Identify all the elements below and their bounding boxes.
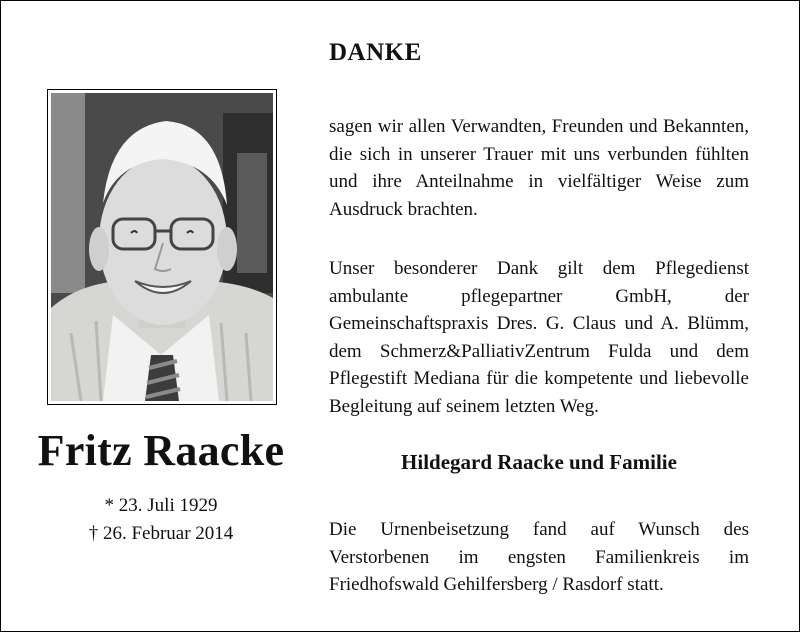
- deceased-name: Fritz Raacke: [37, 426, 285, 475]
- notice-heading: DANKE: [329, 39, 422, 66]
- thanks-paragraph: sagen wir allen Verwandten, Freunden und Bekannten, die sich in unserer Trauer mit uns verbunden fühlten und ihre Anteilnahme in vielfältiger Weise zum Ausdruck brachten.: [329, 116, 749, 220]
- death-date: † 26. Februar 2014: [88, 523, 234, 544]
- family-signature: Hildegard Raacke und Familie: [401, 450, 677, 474]
- birth-date: * 23. Juli 1929: [104, 495, 218, 516]
- burial-note-paragraph: Die Urnenbeisetzung fand auf Wunsch des Verstorbenen im engsten Familienkreis im Friedhofswald Gehilfersberg / Rasdorf statt.: [329, 519, 749, 595]
- portrait-frame: [47, 89, 277, 405]
- portrait-photo: [51, 93, 273, 401]
- special-thanks-paragraph: Unser besonderer Dank gilt dem Pflegedienst ambulante pflegepartner GmbH, der Gemeinschaftspraxis Dres. G. Claus und A. Blümm, dem Schmerz&PalliativZentrum Fulda und dem Pflegestift Mediana für die kompetente und liebevolle Begleitung auf seinem letzten Weg.: [329, 258, 749, 417]
- portrait-illustration: [51, 93, 273, 401]
